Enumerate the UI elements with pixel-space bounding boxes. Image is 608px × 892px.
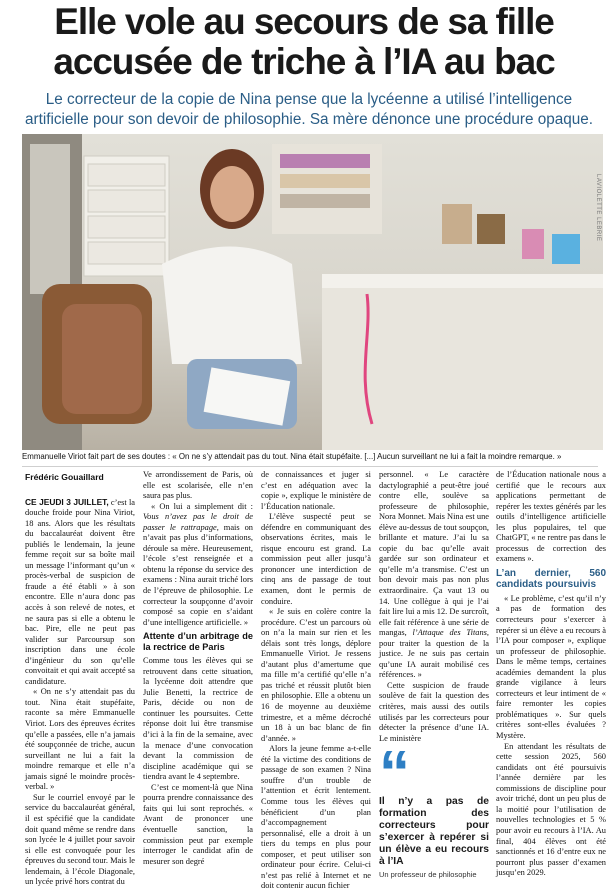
paragraph: de l’Éducation nationale nous a certifié que le recours aux applications permettant de repérer les textes générés par les outils d’intelligence artificielle les plus populaires, tel que ChatGPT, « ne rentre pas dans le processus de correction des examens ». [496, 470, 606, 564]
article-column-5 [496, 470, 606, 879]
paragraph: C’est ce moment-là que Nina pourra prendre connaissance des faits qui lui sont reprochés. « Avant de prononcer une éventuelle sanction, la commission peut par exemple interroger le candidat afin de mesurer son degré [143, 782, 253, 866]
subheading: Attente d’un arbitrage de la rectrice de Paris [143, 631, 253, 653]
paragraph: « Le problème, c’est qu’il n’y a pas de formation des correcteurs pour s’exercer à repérer si un élève a eu recours à l’IA pour composer », explique un professeur de philosophie. Dans le même temps, certaines académies demandent la plus grande vigilance à leurs correcteurs et leur intiment de « faire remonter les copies problématiques ». Sur quels critères sont-elles évaluées ? Mystère. [496, 593, 606, 741]
paragraph: Ve arrondissement de Paris, où elle est scolarisée, elle n’en saura pas plus. [143, 470, 253, 501]
article-column-4 [379, 470, 489, 881]
lead-in: CE JEUDI 3 JUILLET, [25, 496, 109, 507]
photo-caption: Emmanuelle Viriot fait part de ses doutes : « On ne s’y attendait pas du tout. Nina était stupéfaite. [...] Aucun surveillant ne lui a fait la moindre remarque. » [22, 452, 562, 461]
paragraph: Sur le courriel envoyé par le service du baccalauréat général, il est spécifié que la candidate doit quand même se rendre dans son lycée le 4 juillet pour savoir si elle est convoquée pour les épreuves du second tour. Mais le lendemain, à l’école Diagonale, un lycée privé hors contrat du [25, 792, 135, 887]
quote-mark-icon: “ [379, 739, 404, 809]
paragraph: L’élève suspecté peut se défendre en communiquant des observations écrites, mais le risque encouru est grand. La commission peut aller jusqu’à prononcer une interdiction de cinq ans de passage de tout examen, dont le permis de conduire. [261, 512, 371, 606]
paragraph: CE JEUDI 3 JUILLET, c’est la douche froide pour Nina Viriot, 18 ans. Alors que les résultats du baccalauréat doivent être publiés le lendemain, la jeune femme reçoit sur sa boîte mail un message l’informant qu’un « procès-verbal de suspicion de fraude a été établi » à son encontre. Elle n’aura donc pas accès à son relevé de notes, et ne saura pas si elle a obtenu le bac. Pire, elle ne peut pas valider sur Parcoursup son inscription dans une école d’ingénieur du son qu’elle convoitait et qui avait accepté sa candidature. [25, 496, 135, 686]
subheading: L’an dernier, 560 candidats poursuivis [496, 567, 606, 591]
deck: Le correcteur de la copie de Nina pense que la lycéenne a utilisé l’intelligence artificielle pour son devoir de philosophie. Sa mère dénonce une procédure opaque. [24, 91, 594, 128]
article-column-2 [143, 470, 253, 867]
pull-quote: Il n’y a pas de formation des correcteurs pour s’exercer à repérer si un élève a eu recours à l’IA [379, 796, 489, 868]
paragraph: « On lui a simplement dit : Vous n’avez pas le droit de passer le rattrapage, mais on n’avait pas plus d’informations, déroule sa mère. Heureusement, l’école s’est renseignée et a obtenu la réponse du service des examens : Nina aurait triché lors de l’épreuve de philosophie. Le correcteur la soupçonne d’avoir composé sa copie en s’aidant d’une intelligence artificielle. » [143, 501, 253, 627]
paragraph: En attendant les résultats de cette session 2025, 560 candidats ont été poursuivis l’année dernière par les commissions de discipline pour avoir triché, dont un peu plus de la moitié pour l’utilisation de nouvelles technologies et 5 % pour avoir eu recours à l’IA. Au final, 404 élèves ont été sanctionnés et 16 d’entre eux ne pourront plus passer d’examen jusqu’en 2029. [496, 741, 606, 878]
paragraph: « On ne s’y attendait pas du tout. Nina était stupéfaite, raconte sa mère Emmanuelle Viriot. Lors des épreuves écrites qu’elle a passées, elle n’a jamais été soupçonnée de triche, aucun surveillant ne lui a fait la moindre remarque et elle n’a jamais signé le moindre procès-verbal. » [25, 687, 135, 792]
article-photo [22, 134, 603, 450]
paragraph: personnel. « Le caractère dactylographié a peut-être joué contre elle, soulève sa professeure de philosophie, Nora Monnet. Mais Nina est une élève au-dessus de tout soupçon, brillante et mature. J’ai lu sa copie du bac qu’elle avait gardée sur son ordinateur et qu’elle m’a transmise. C’est un bon devoir mais pas non plus extraordinaire. Ça vaut 13 ou 14. Une collègue à qui je l’ai fait lire lui a mis 12. De surcroît, elle fait référence à une série de mangas, l’Attaque des Titans, pour traiter la question de la justice. Je ne suis pas certain qu’une IA aurait mobilisé ces références. » [379, 470, 489, 680]
photo-illustration [22, 134, 603, 450]
photo-credit: LAVIOLETTE LEBRIE [595, 174, 601, 242]
paragraph: Comme tous les élèves qui se retrouvent dans cette situation, la lycéenne doit attendre que Julie Benetti, la rectrice de Paris, décide ou non de continuer les poursuites. Cette réponse doit lui être transmise d’ici à la fin de la semaine, avec la menace d’une convocation devant la commission de discipline académique qui se tiendra avant le 4 septembre. [143, 656, 253, 782]
headline: Elle vole au secours de sa fille accusée de triche à l’IA au bac [53, 1, 555, 82]
byline: Frédéric Gouaillard [25, 472, 104, 482]
paragraph: de connaissances et juger si c’est en adéquation avec la copie », explique le ministère de l’Éducation nationale. [261, 470, 371, 511]
divider [22, 466, 598, 467]
paragraph: « Je suis en colère contre la procédure. C’est un parcours où on n’a la main sur rien et les délais sont très longs, déplore Emmanuelle Viriot. Je ressens d’autant plus d’amertume que ma fille m’a certifié qu’elle n’a pas triché et réussit plutôt bien en philosophie. Elle a obtenu un 16 de moyenne au deuxième trimestre, et a même décroché un 18 à un bac blanc de fin d’année. » [261, 607, 371, 743]
paragraph: Alors la jeune femme a-t-elle été la victime des conditions de passage de son examen ? Nina souffre d’un trouble de l’attention et écrit lentement. Comme tous les élèves qui bénéficient d’un plan d’accompagnement personnalisé, elle a droit à un tiers du temps en plus pour composer, et peut utiliser son ordinateur pour écrire. Celui-ci n’est pas relié à Internet et ne doit contenir aucun fichier [261, 744, 371, 891]
pull-quote-source: Un professeur de philosophie [379, 870, 477, 880]
paragraph: Cette suspicion de fraude soulève de fait la question des critères, mais aussi des outils utilisés par les correcteurs pour détecter la présence d’une IA. Le ministère [379, 680, 489, 743]
article-column-1 [25, 470, 135, 888]
article-column-3 [261, 470, 371, 892]
